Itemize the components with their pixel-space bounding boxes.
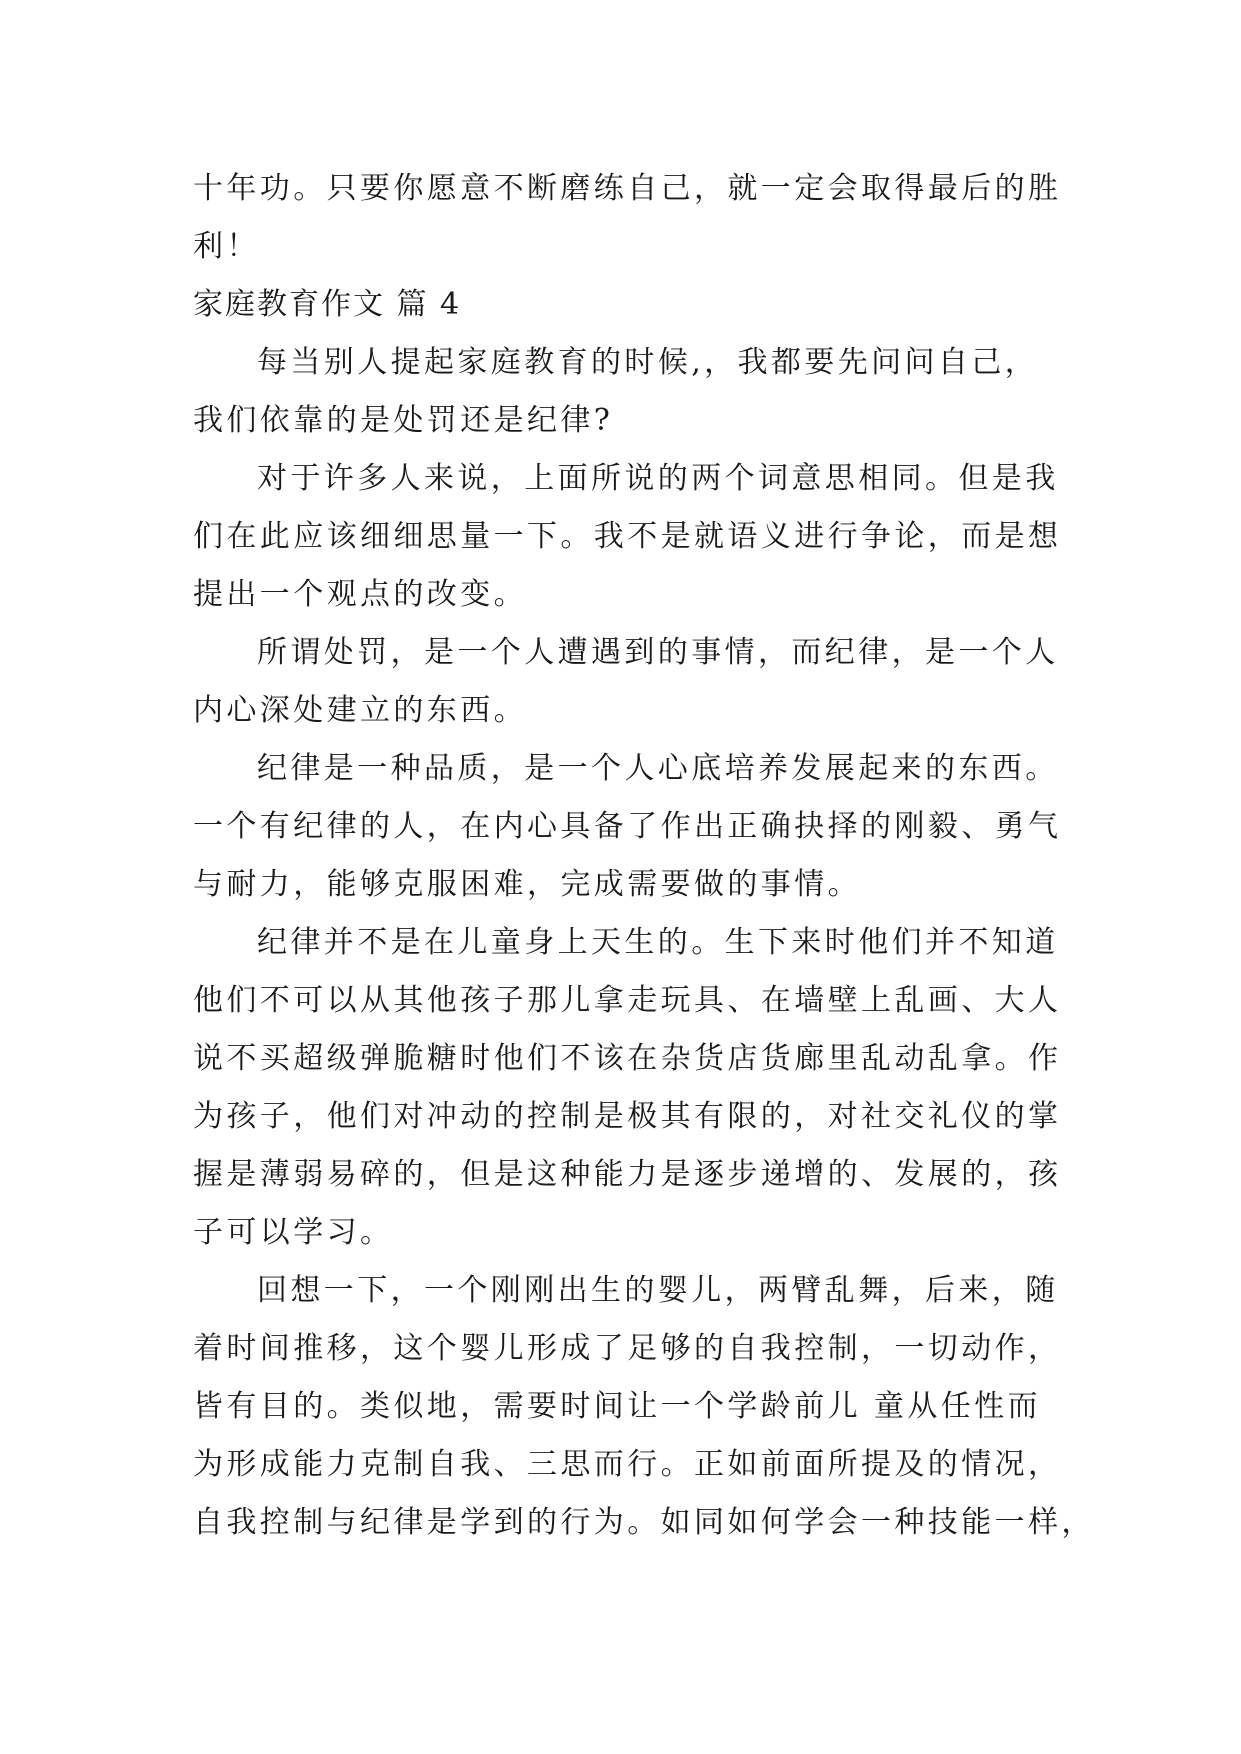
text-line: 十年功。只要你愿意不断磨练自己，就一定会取得最后的胜 <box>193 171 1062 206</box>
text-line: 提出一个观点的改变。 <box>193 577 527 612</box>
paragraph-first-line: 回想一下，一个刚刚出生的婴儿，两臂乱舞，后来，随 <box>257 1273 1059 1308</box>
paragraph-first-line: 对于许多人来说，上面所说的两个词意思相同。但是我 <box>257 461 1059 496</box>
document-body <box>193 160 1095 1552</box>
text-line: 皆有目的。类似地，需要时间让一个学龄前儿 童从任性而 <box>193 1389 1041 1424</box>
text-line: 说不买超级弹脆糖时他们不该在杂货店货廊里乱动乱拿。作 <box>193 1041 1062 1076</box>
text-line: 着时间推移，这个婴儿形成了足够的自我控制，一切动作， <box>193 1331 1062 1366</box>
text-line: 为孩子，他们对冲动的控制是极其有限的，对社交礼仪的掌 <box>193 1099 1062 1134</box>
text-line: 利！ <box>193 229 260 264</box>
paragraph-first-line: 纪律并不是在儿童身上天生的。生下来时他们并不知道 <box>257 925 1059 960</box>
text-line: 们在此应该细细思量一下。我不是就语义进行争论，而是想 <box>193 519 1062 554</box>
section-heading: 家庭教育作文 篇 4 <box>193 287 462 322</box>
paragraph-first-line: 每当别人提起家庭教育的时候,，我都要先问问自己， <box>257 345 1039 380</box>
paragraph-first-line: 纪律是一种品质，是一个人心底培养发展起来的东西。 <box>257 751 1059 786</box>
text-line: 握是薄弱易碎的，但是这种能力是逐步递增的、发展的，孩 <box>193 1157 1062 1192</box>
text-line: 他们不可以从其他孩子那儿拿走玩具、在墙壁上乱画、大人 <box>193 983 1062 1018</box>
text-line: 子可以学习。 <box>193 1215 394 1250</box>
text-line: 我们依靠的是处罚还是纪律? <box>193 403 614 438</box>
paragraph-first-line: 所谓处罚，是一个人遭遇到的事情，而纪律，是一个人 <box>257 635 1059 670</box>
text-line: 自我控制与纪律是学到的行为。如同如何学会一种技能一样， <box>193 1505 1095 1540</box>
text-line: 内心深处建立的东西。 <box>193 693 527 728</box>
text-line: 为形成能力克制自我、三思而行。正如前面所提及的情况， <box>193 1447 1062 1482</box>
text-line: 一个有纪律的人，在内心具备了作出正确抉择的刚毅、勇气 <box>193 809 1062 844</box>
text-line: 与耐力，能够克服困难，完成需要做的事情。 <box>193 867 861 902</box>
